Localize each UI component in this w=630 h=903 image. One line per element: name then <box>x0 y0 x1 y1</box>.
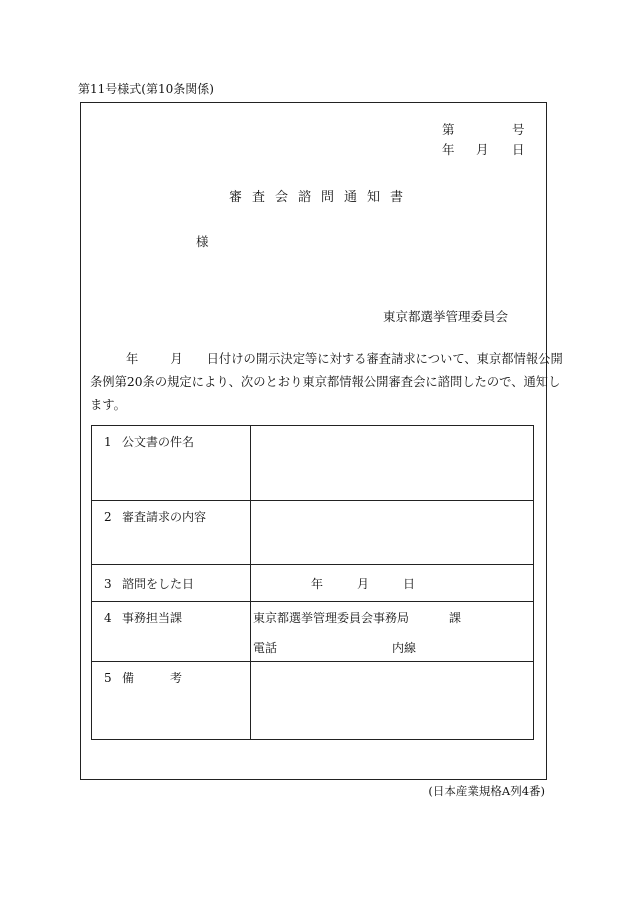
row-label-office: 事務担当課 <box>122 611 183 625</box>
notice-items-table <box>91 425 534 740</box>
body-line-1: 年 月 日付けの開示決定等に対する審査請求について、東京都情報公開 <box>126 352 563 366</box>
number-prefix: 第 <box>442 122 455 137</box>
inquiry-date-cell[interactable]: 年 月 日 <box>251 565 534 602</box>
phone-label: 電話 <box>253 641 278 655</box>
table-row: 2 審査請求の内容 <box>92 501 534 565</box>
office-name: 東京都選挙管理委員会事務局 <box>253 611 410 625</box>
date-year: 年 <box>442 142 455 157</box>
addressee-suffix: 様 <box>196 234 209 249</box>
number-suffix: 号 <box>512 122 525 137</box>
notice-body <box>90 348 563 417</box>
date-day: 日 <box>512 142 525 157</box>
issuer-name: 東京都選挙管理委員会 <box>383 309 509 324</box>
form-number-label: 第11号様式(第10条関係) <box>78 82 214 96</box>
row-label-remarks: 備 考 <box>122 671 183 685</box>
table-row: 4 事務担当課 東京都選挙管理委員会事務局 課 電話 内線 <box>92 602 534 662</box>
body-line-3: ます。 <box>90 398 126 412</box>
request-content-cell[interactable] <box>251 501 534 565</box>
date-month: 月 <box>476 142 489 157</box>
row-label-document-name: 公文書の件名 <box>122 435 195 449</box>
row-label-request-content: 審査請求の内容 <box>122 510 207 524</box>
document-title: 審査会諮問通知書 <box>228 190 413 205</box>
row-label-inquiry-date: 諮問をした日 <box>122 577 195 591</box>
extension-label: 内線 <box>392 641 417 655</box>
office-cell[interactable]: 東京都選挙管理委員会事務局 課 電話 内線 <box>251 602 534 662</box>
paper-size-note: (日本産業規格A列4番) <box>428 784 545 798</box>
table-row: 1 公文書の件名 <box>92 426 534 501</box>
document-name-cell[interactable] <box>251 426 534 501</box>
body-line-2: 条例第20条の規定により、次のとおり東京都情報公開審査会に諮問したので、通知し <box>90 375 561 389</box>
table-row: 5 備 考 <box>92 662 534 740</box>
table-row: 3 諮問をした日 年 月 日 <box>92 565 534 602</box>
remarks-cell[interactable] <box>251 662 534 740</box>
